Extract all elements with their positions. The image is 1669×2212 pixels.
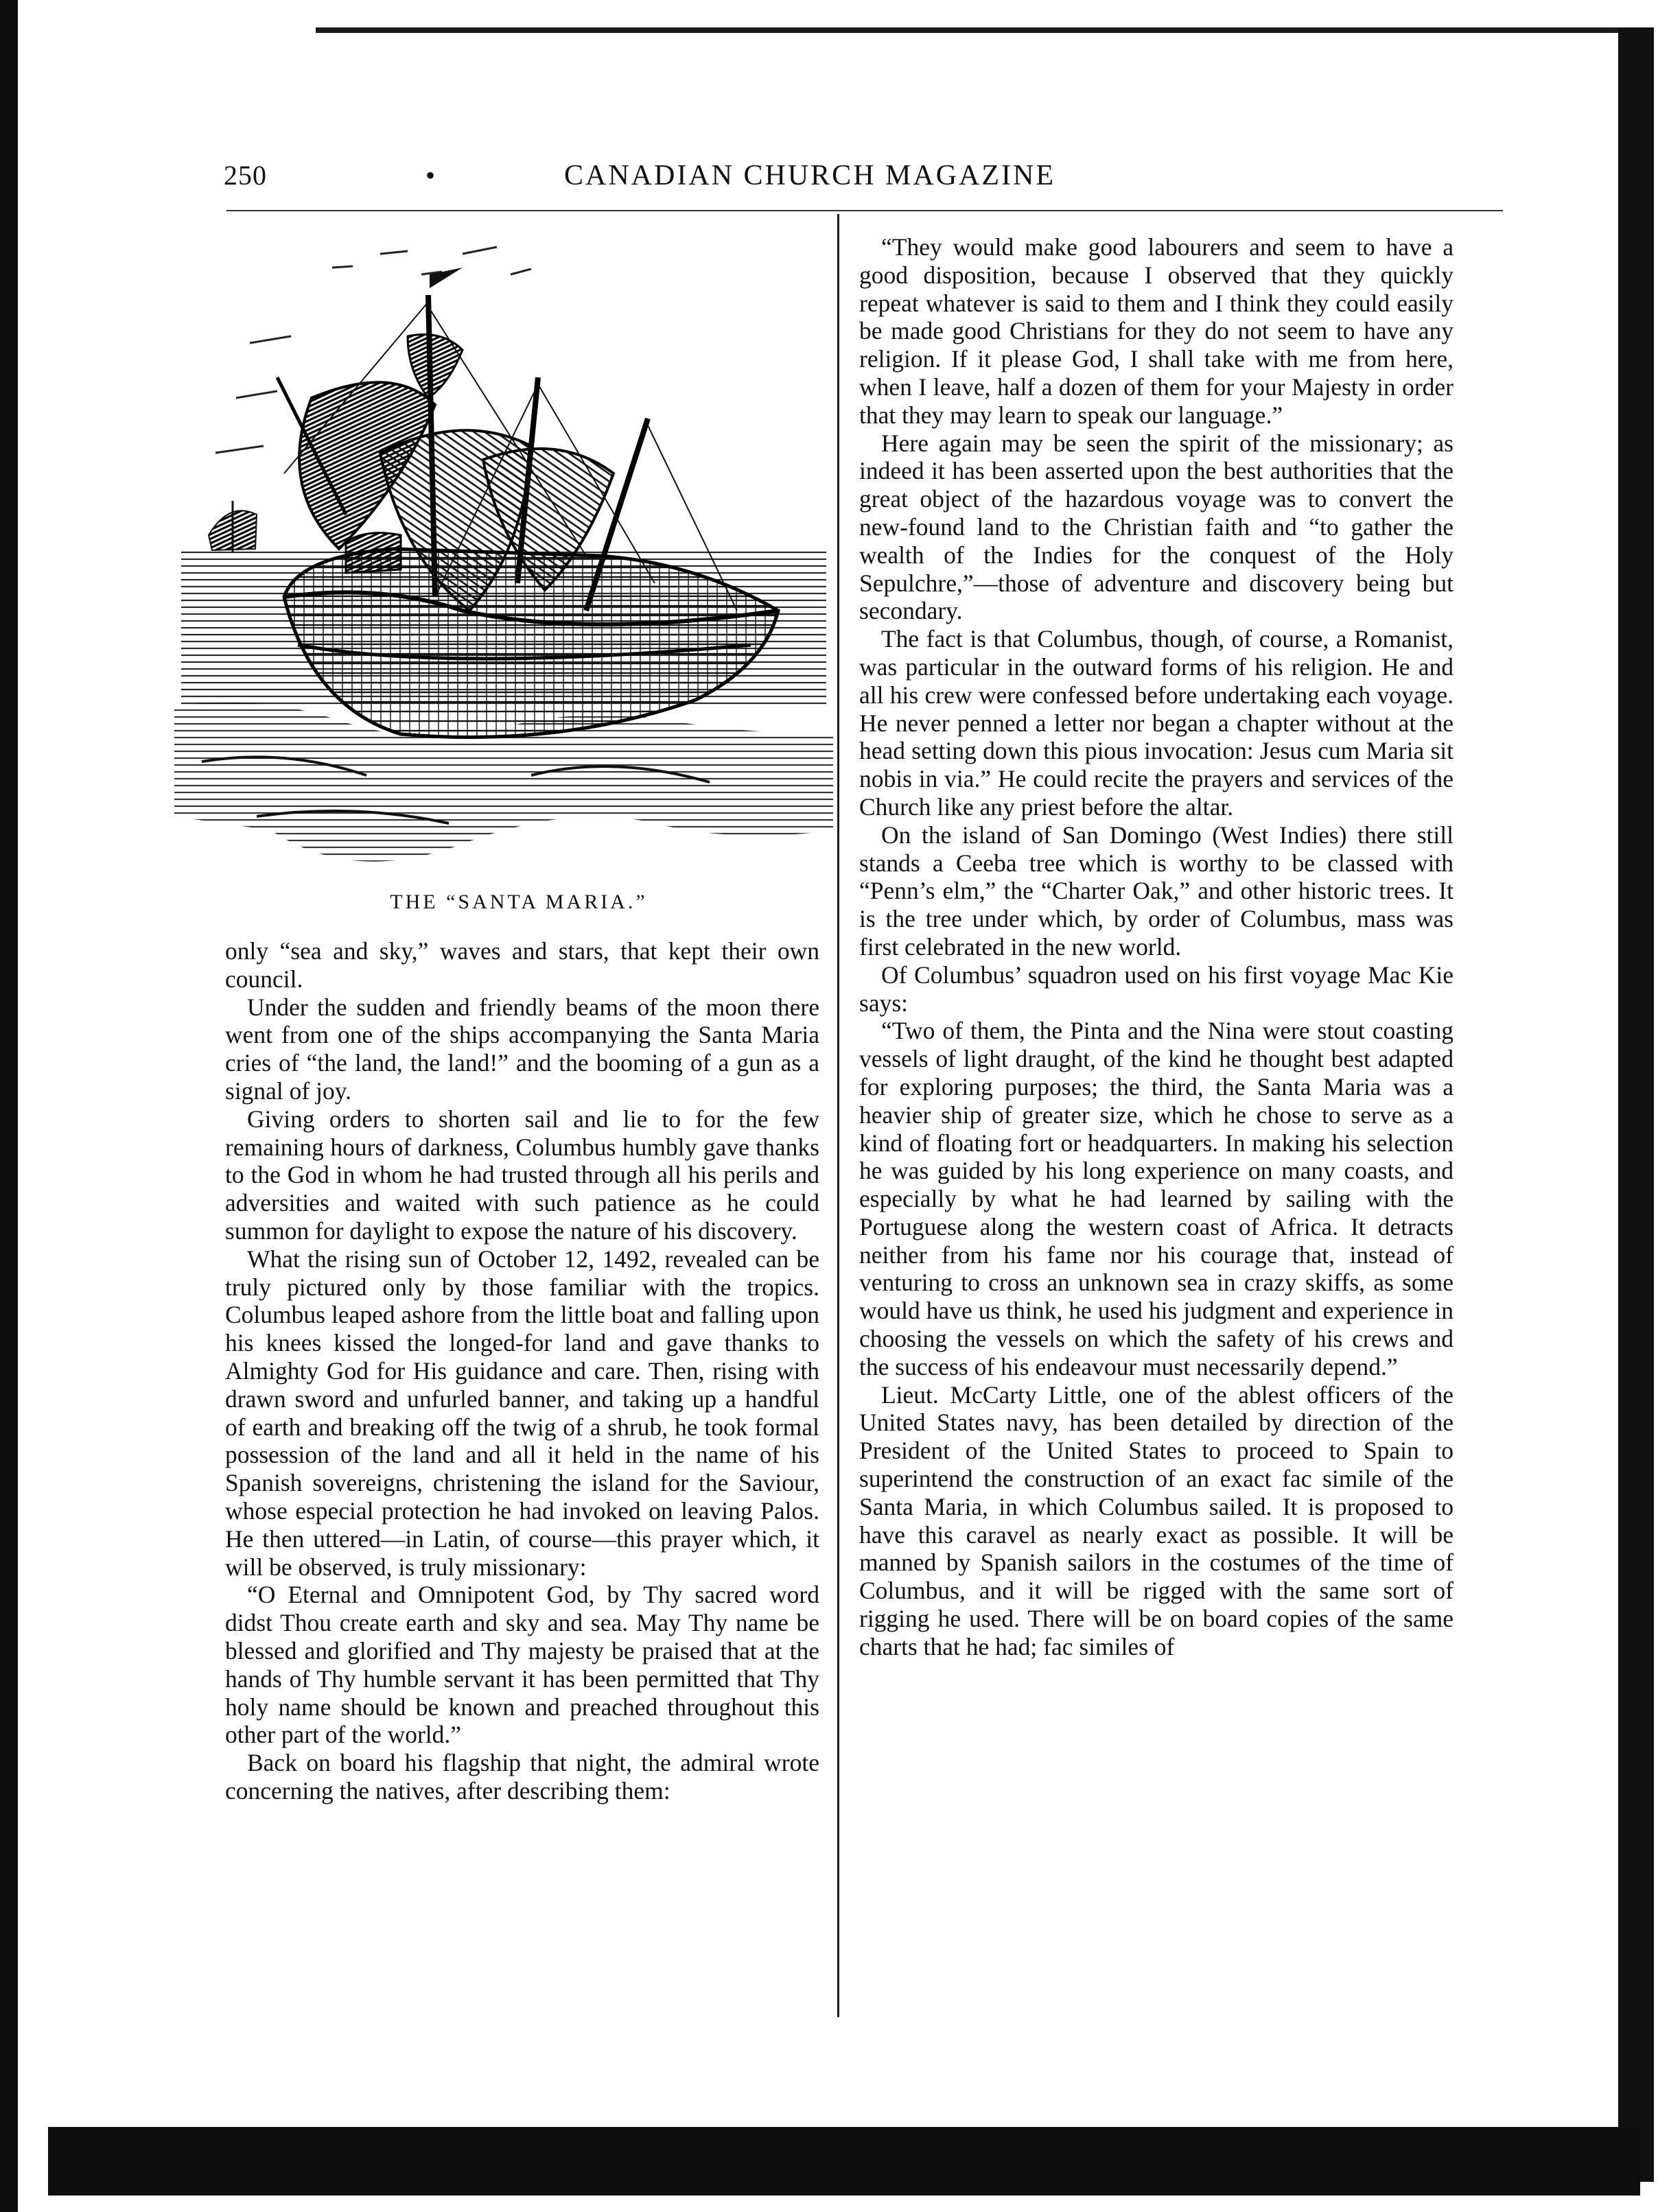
distant-ship (209, 501, 257, 552)
scan-edge-left (0, 0, 18, 2212)
scan-edge-bottom (48, 2127, 1640, 2196)
column-divider (837, 214, 839, 2017)
paragraph: “Two of them, the Pinta and the Nina were stout coasting vessels of light draught, of the kind he thought best adapted for exploring purposes; the third, the Santa Maria was a heavier ship of greater size, which he chose to serve as a kind of floating fort or headquarters. In making his selection he was guided by his long experience on many coasts, and especially by what he had learned by sailing with the Portuguese along the western coast of Africa. It detracts neither from his fame nor his courage that, instead of venturing to cross an unknown sea in crazy skiffs, as some would have us think, he used his judgment and experience in choosing the vessels on which the safety of his crews and the success of his endeavour must necessarily depend.” (859, 1017, 1454, 1380)
right-column (859, 233, 1454, 1661)
paragraph: Of Columbus’ squadron used on his first voyage Mac Kie says: (859, 961, 1454, 1017)
pennant-flag (430, 268, 463, 288)
paragraph: only “sea and sky,” waves and stars, that kept their own council. (225, 937, 819, 993)
paragraph: Lieut. McCarty Little, one of the ablest officers of the United States navy, has been detailed by direction of the President of the United States to proceed to Spain to superintend the construction of an exact fac simile of the Santa Maria, in which Columbus sailed. It is proposed to have this caravel as nearly exact as possible. It will be manned by Spanish sailors in the costumes of the time of Columbus, and it will be rigged with the same sort of rigging he used. There will be on board copies of the same charts that he had; fac similes of (859, 1380, 1454, 1660)
paragraph: “O Eternal and Omnipotent God, by Thy sacred word didst Thou create earth and sky and sea. May Thy name be blessed and glorified and Thy majesty be praised that at the hands of Thy humble servant it has been permitted that Thy holy name should be known and preached throughout this other part of the world.” (225, 1581, 819, 1749)
paragraph: “They would make good labourers and seem to have a good disposition, because I observed that they quickly repeat whatever is said to them and I think they could easily be made good Christians for they do not seem to have any religion. If it please God, I shall take with me from here, when I leave, half a dozen of them for your Majesty in order that they may learn to speak our language.” (859, 233, 1454, 429)
ship-engraving (174, 226, 837, 882)
paragraph: Back on board his flagship that night, the admiral wrote concerning the natives, after describing them: (225, 1749, 819, 1804)
paragraph: The fact is that Columbus, though, of course, a Romanist, was particular in the outward forms of his religion. He and all his crew were confessed before undertaking each voyage. He never penned a letter nor began a chapter without at the head setting down this pious invocation: Jesus cum Maria sit nobis in via.” He could recite the prayers and services of the Church like any priest before the altar. (859, 625, 1454, 821)
paragraph: What the rising sun of October 12, 1492, revealed can be truly pictured only by those familiar with the tropics. Columbus leaped ashore from the little boat and falling upon his knees kissed the longed-for land and gave thanks to Almighty God for His guidance and care. Then, rising with drawn sword and unfurled banner, and taking up a handful of earth and breaking off the twig of a shrub, he took formal possession of the land and all it held in the name of his Spanish sovereigns, christening the island for the Saviour, whose especial protection he had invoked on leaving Palos. He then uttered—in Latin, of course—this prayer which, it will be observed, is truly missionary: (225, 1245, 819, 1581)
paragraph: On the island of San Domingo (West Indies) there still stands a Ceeba tree which is worthy to be classed with “Penn’s elm,” the “Charter Oak,” and other historic trees. It is the tree under which, by order of Columbus, mass was first celebrated in the new world. (859, 821, 1454, 961)
paragraph: Under the sudden and friendly beams of the moon there went from one of the ships accompanying the Santa Maria cries of “the land, the land!” and the booming of a gun as a signal of joy. (225, 993, 819, 1105)
header-separator: • (425, 160, 436, 191)
figure-caption: THE “SANTA MARIA.” (390, 891, 648, 913)
page-number: 250 (224, 160, 267, 191)
scan-edge-right (1618, 27, 1654, 2182)
header-rule (226, 210, 1503, 211)
journal-title: CANADIAN CHURCH MAGAZINE (564, 160, 1055, 191)
running-head (224, 159, 1486, 200)
santa-maria-illustration (174, 226, 837, 882)
scan-edge-top (316, 27, 1620, 33)
paragraph: Here again may be seen the spirit of the missionary; as indeed it has been asserted upon the best authorities that the great object of the hazardous voyage was to convert the new-found land to the Christian faith and “to gather the wealth of the Indies for the conquest of the Holy Sepulchre,”—those of adventure and discovery being but secondary. (859, 429, 1454, 625)
paragraph: Giving orders to shorten sail and lie to for the few remaining hours of darkness, Columbus humbly gave thanks to the God in whom he had trusted through all his perils and adversities and waited with such patience as he could summon for daylight to expose the nature of his discovery. (225, 1105, 819, 1245)
left-column (225, 937, 819, 1805)
